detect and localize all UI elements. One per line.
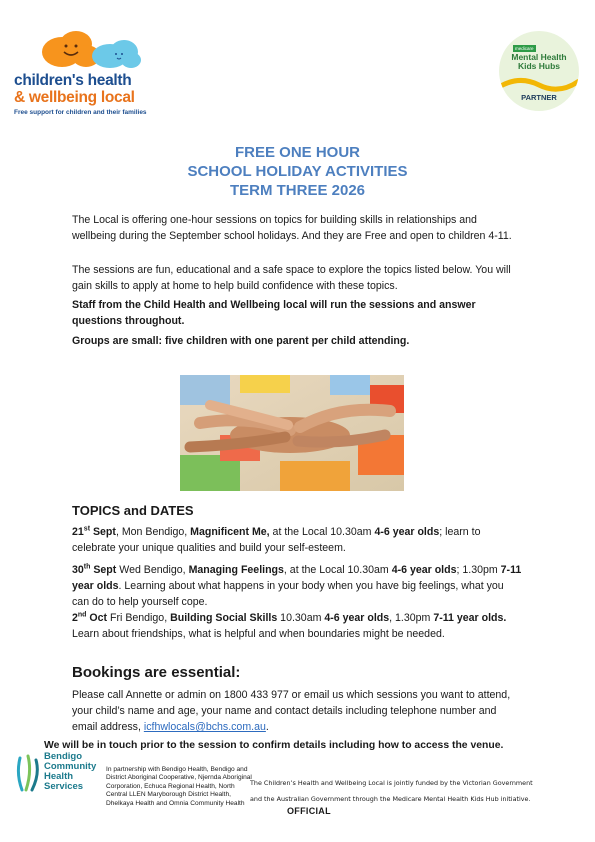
title-line1: FREE ONE HOUR xyxy=(234,144,360,161)
topic-2-age2: 7-11 year olds xyxy=(72,564,522,592)
title-line3: TERM THREE 2026 xyxy=(229,182,366,199)
topic-2-rest1: Wed Bendigo, xyxy=(116,564,189,576)
topic-2-rest2: , at the Local 10.30am xyxy=(283,564,392,576)
topic-2-age1: 4-6 year olds xyxy=(391,564,457,576)
wave-icon xyxy=(499,75,579,95)
topic-1-day: 21 xyxy=(72,526,84,538)
official-marking: OFFICIAL xyxy=(287,806,331,816)
topic-3-rest2: 10.30am xyxy=(277,612,325,624)
topic-1-sup: st xyxy=(83,525,91,533)
topic-3-rest3: , 1.30pm xyxy=(389,612,434,624)
funding-line2: and the Australian Government through the Medicare Mental Health Kids Hub initiative. xyxy=(250,795,531,803)
topic-1-month: Sept xyxy=(90,526,116,538)
logo-line2: & wellbeing local xyxy=(14,89,135,106)
logo-line1: children's health xyxy=(14,72,132,89)
topic-1-rest2: at the Local 10.30am xyxy=(269,526,375,538)
title-line2: SCHOOL HOLIDAY ACTIVITIES xyxy=(187,163,408,180)
topic-3-day: 2 xyxy=(72,612,78,624)
bookings-text xyxy=(72,687,522,735)
topic-2-rest4: . Learning about what happens in your body when you have big feelings, what you can do to help yourself cope. xyxy=(72,580,504,608)
intro-paragraph-2: The sessions are fun, educational and a safe space to explore the topics listed below. You will gain skills to apply at home to help build confidence with these topics. xyxy=(72,264,511,292)
bookings-body: Please call Annette or admin on 1800 433 977 or email us which sessions you want to attend, your child’s name and age, your name and contact details including telephone number and email address, xyxy=(72,689,511,733)
topic-2-sup: th xyxy=(83,563,91,571)
topic-1-age1: 4-6 year olds xyxy=(374,526,440,538)
topic-1-name: Magnificent Me, xyxy=(190,526,270,538)
chwl-logo xyxy=(14,30,164,120)
people-figures-icon xyxy=(14,754,42,794)
partnership-text: In partnership with Bendigo Health, Bendigo and District Aboriginal Cooperative, Njernda Aboriginal Corporation, Echuca Regional Health, North Central LLEN Maryborough District Health, Dhelkaya Health and Omnia Community Health xyxy=(106,766,252,807)
intro-paragraph-3: Staff from the Child Health and Wellbeing local will run the sessions and answer questions throughout. xyxy=(72,299,476,327)
intro-paragraph-1: The Local is offering one-hour sessions on topics for building skills in relationships and wellbeing during the September school holidays. And they are Free and open to children 4-11. xyxy=(72,214,512,242)
mental-health-kids-hubs-badge xyxy=(499,31,579,111)
intro-paragraph-4: Groups are small: five children with one parent per child attending. xyxy=(72,335,410,347)
bookings-heading: Bookings are essential: xyxy=(72,664,241,681)
topic-2-month: Sept xyxy=(90,564,117,576)
cloud-smile-icon xyxy=(36,30,146,72)
bchs-name: Bendigo Community Health Services xyxy=(44,751,97,792)
topic-3-rest4: Learn about friendships, what is helpful and when boundaries might be needed. xyxy=(72,628,445,640)
email-link[interactable]: icfhwlocals@bchs.com.au xyxy=(143,721,266,733)
bchs-logo xyxy=(14,750,104,795)
topic-3-sup: nd xyxy=(77,611,87,619)
topic-2-name: Managing Feelings xyxy=(188,564,284,576)
topic-2-day: 30 xyxy=(72,564,84,576)
topic-3-rest1: Fri Bendigo, xyxy=(107,612,171,624)
contact-notice: We will be in touch prior to the session to confirm details including how to access the venue. xyxy=(44,740,504,751)
bookings-end: . xyxy=(265,721,269,733)
topic-3-name: Building Social Skills xyxy=(170,612,278,624)
partner-label: PARTNER xyxy=(521,93,557,102)
topic-1-rest1: , Mon Bendigo, xyxy=(115,526,191,538)
topic-3-month: Oct xyxy=(86,612,108,624)
topic-3 xyxy=(72,610,522,642)
funding-line1: The Children’s Health and Wellbeing Local is jointly funded by the Victorian Government xyxy=(250,779,533,787)
page-title xyxy=(0,143,595,200)
medicare-tag: medicare xyxy=(515,46,534,51)
badge-name: Mental Health Kids Hubs xyxy=(511,52,567,71)
topic-2-rest3: ; 1.30pm xyxy=(456,564,501,576)
topic-1-rest3: ; learn to celebrate your unique qualities and build your self-esteem. xyxy=(72,526,481,554)
topic-3-age2: 7-11 year olds. xyxy=(433,612,507,624)
funding-statement xyxy=(250,775,590,807)
topic-1 xyxy=(72,524,522,556)
logo-tagline: Free support for children and their families xyxy=(14,109,147,116)
hands-together-photo xyxy=(180,375,404,491)
topics-heading: TOPICS and DATES xyxy=(72,503,194,518)
topic-3-age1: 4-6 year olds xyxy=(324,612,390,624)
topic-2 xyxy=(72,562,522,610)
